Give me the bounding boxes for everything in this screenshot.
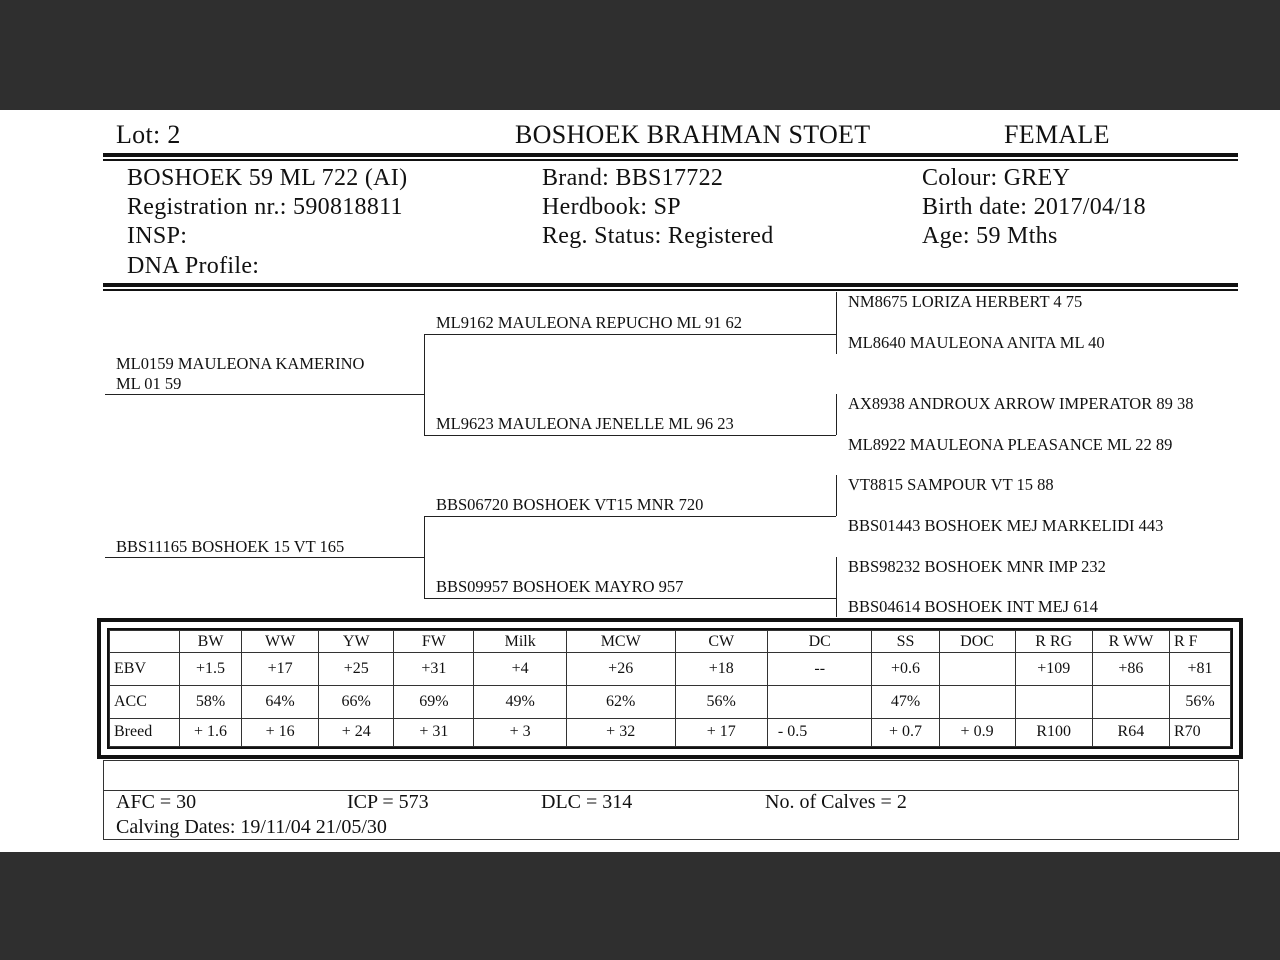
ebv-cell: +17 (242, 653, 319, 686)
ebv-cell: + 16 (242, 718, 319, 746)
ebv-header-cell: DOC (939, 631, 1015, 653)
registration-number: Registration nr.: 590818811 (127, 194, 403, 220)
ebv-cell: + 0.9 (939, 718, 1015, 746)
ebv-header-cell: R F (1169, 631, 1230, 653)
ebv-cell: +31 (394, 653, 474, 686)
ebv-row-label: EBV (110, 653, 180, 686)
ebv-cell: +81 (1169, 653, 1230, 686)
ebv-cell (1015, 685, 1092, 718)
ebv-header-cell (110, 631, 180, 653)
ebv-table-inner-frame (107, 628, 1233, 749)
pedigree-sd-bracket (836, 394, 837, 435)
ebv-cell: 56% (675, 685, 767, 718)
ebv-cell: + 1.6 (180, 718, 242, 746)
dlc-stat: DLC = 314 (541, 791, 633, 813)
ebv-cell: +18 (675, 653, 767, 686)
pedigree-dam-bracket (424, 516, 425, 598)
ebv-cell: 66% (319, 685, 394, 718)
herdbook: Herdbook: SP (542, 194, 681, 220)
dna-profile-label: DNA Profile: (127, 253, 260, 279)
pedigree-sire-sire-line (424, 334, 836, 335)
birth-date: Birth date: 2017/04/18 (922, 194, 1146, 220)
pedigree-sire-dam-line (424, 435, 836, 436)
pedigree-ss-sire: NM8675 LORIZA HERBERT 4 75 (848, 292, 1083, 311)
pedigree-ds-dam: BBS01443 BOSHOEK MEJ MARKELIDI 443 (848, 516, 1164, 535)
ebv-row-acc (110, 685, 1231, 718)
ebv-row-label: ACC (110, 685, 180, 718)
registration-status: Reg. Status: Registered (542, 223, 774, 249)
pedigree-dam-sire: BBS06720 BOSHOEK VT15 MNR 720 (436, 495, 704, 514)
calves-count: No. of Calves = 2 (765, 791, 907, 813)
ebv-cell: + 17 (675, 718, 767, 746)
pedigree-sire-bracket (424, 334, 425, 435)
pedigree-dam-line (105, 557, 425, 558)
ebv-cell: +25 (319, 653, 394, 686)
ebv-header-cell: YW (319, 631, 394, 653)
ebv-cell: +0.6 (872, 653, 939, 686)
header-double-rule-bottom (103, 159, 1238, 161)
pedigree-dam-sire-line (424, 516, 836, 517)
catalogue-title: BOSHOEK BRAHMAN STOET (515, 120, 871, 149)
ebv-cell: + 3 (474, 718, 566, 746)
ebv-cell: + 31 (394, 718, 474, 746)
ebv-cell: +26 (566, 653, 675, 686)
pedigree-sire-line2: ML 01 59 (116, 374, 182, 393)
ebv-cell: +4 (474, 653, 566, 686)
age: Age: 59 Mths (922, 223, 1058, 249)
ebv-cell (939, 653, 1015, 686)
pedigree-dam-dam: BBS09957 BOSHOEK MAYRO 957 (436, 577, 684, 596)
ebv-header-cell: SS (872, 631, 939, 653)
ebv-cell: 64% (242, 685, 319, 718)
pedigree-sire-dam: ML9623 MAULEONA JENELLE ML 96 23 (436, 414, 734, 433)
header-double-rule-top (103, 153, 1238, 157)
pedigree-sd-dam: ML8922 MAULEONA PLEASANCE ML 22 89 (848, 435, 1173, 454)
ebv-cell: +86 (1092, 653, 1169, 686)
catalogue-page (0, 110, 1280, 852)
ebv-table (109, 630, 1231, 747)
ebv-cell: + 32 (566, 718, 675, 746)
info-double-rule-top (103, 283, 1238, 287)
ebv-header-cell: DC (767, 631, 872, 653)
pedigree-dd-bracket (836, 557, 837, 617)
ebv-cell: R100 (1015, 718, 1092, 746)
ebv-cell: +109 (1015, 653, 1092, 686)
ebv-cell: 62% (566, 685, 675, 718)
pedigree-sire: ML0159 MAULEONA KAMERINO (116, 354, 365, 373)
ebv-cell: + 24 (319, 718, 394, 746)
ebv-cell: R64 (1092, 718, 1169, 746)
ebv-cell: R70 (1169, 718, 1230, 746)
ebv-row-breed (110, 718, 1231, 746)
ebv-cell (1092, 685, 1169, 718)
ebv-header-cell: Milk (474, 631, 566, 653)
lot-number: Lot: 2 (116, 120, 181, 149)
ebv-cell: - 0.5 (767, 718, 872, 746)
ebv-cell: + 0.7 (872, 718, 939, 746)
calving-box-divider (104, 790, 1238, 791)
ebv-cell: 49% (474, 685, 566, 718)
afc-stat: AFC = 30 (116, 791, 197, 813)
ebv-row-ebv (110, 653, 1231, 686)
info-double-rule-bottom (103, 289, 1238, 291)
pedigree-ds-sire: VT8815 SAMPOUR VT 15 88 (848, 475, 1054, 494)
ebv-cell: +1.5 (180, 653, 242, 686)
ebv-header-cell: R RG (1015, 631, 1092, 653)
pedigree-ss-bracket (836, 292, 837, 354)
ebv-table-frame (97, 618, 1243, 759)
ebv-header-cell: MCW (566, 631, 675, 653)
pedigree-sd-sire: AX8938 ANDROUX ARROW IMPERATOR 89 38 (848, 394, 1194, 413)
insp-label: INSP: (127, 223, 188, 249)
pedigree-ds-bracket (836, 475, 837, 516)
calving-dates: Calving Dates: 19/11/04 21/05/30 (116, 816, 387, 838)
pedigree-sire-sire: ML9162 MAULEONA REPUCHO ML 91 62 (436, 313, 743, 332)
ebv-cell (767, 685, 872, 718)
ebv-row-label: Breed (110, 718, 180, 746)
colour: Colour: GREY (922, 165, 1071, 191)
ebv-cell: -- (767, 653, 872, 686)
animal-name: BOSHOEK 59 ML 722 (AI) (127, 165, 408, 191)
ebv-cell: 56% (1169, 685, 1230, 718)
ebv-header-row (110, 631, 1231, 653)
ebv-cell: 58% (180, 685, 242, 718)
icp-stat: ICP = 573 (347, 791, 429, 813)
pedigree-dd-dam: BBS04614 BOSHOEK INT MEJ 614 (848, 597, 1098, 616)
ebv-header-cell: BW (180, 631, 242, 653)
ebv-cell: 69% (394, 685, 474, 718)
pedigree-dam: BBS11165 BOSHOEK 15 VT 165 (116, 537, 345, 556)
ebv-header-cell: R WW (1092, 631, 1169, 653)
pedigree-sire-line (105, 394, 425, 395)
ebv-header-cell: WW (242, 631, 319, 653)
pedigree-dd-sire: BBS98232 BOSHOEK MNR IMP 232 (848, 557, 1106, 576)
pedigree-dam-dam-line (424, 598, 836, 599)
ebv-header-cell: CW (675, 631, 767, 653)
brand: Brand: BBS17722 (542, 165, 724, 191)
ebv-cell (939, 685, 1015, 718)
pedigree-ss-dam: ML8640 MAULEONA ANITA ML 40 (848, 333, 1105, 352)
animal-sex: FEMALE (1004, 120, 1110, 149)
ebv-cell: 47% (872, 685, 939, 718)
ebv-header-cell: FW (394, 631, 474, 653)
